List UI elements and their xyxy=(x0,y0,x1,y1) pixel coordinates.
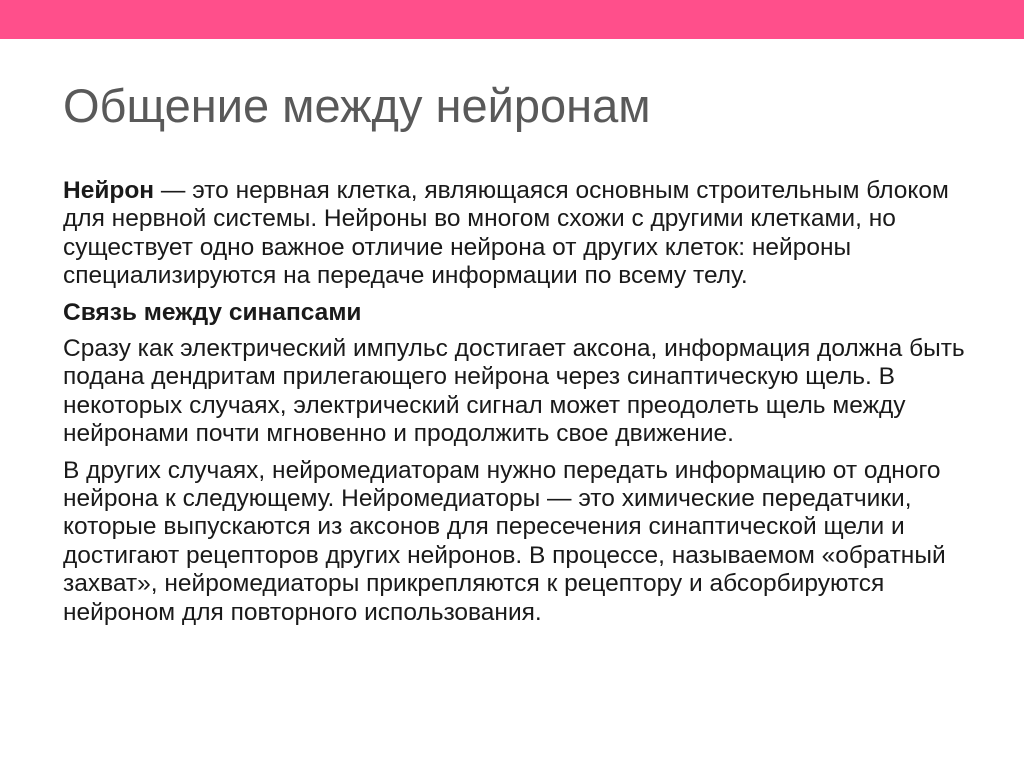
body-paragraph-2: В других случаях, нейромедиаторам нужно передать информацию от одного нейрона к следующему. Нейромедиаторы — это химические передатчики, которые выпускаются из аксонов для пересечения синаптической щели и достигают рецепторов других нейронов. В процессе, называемом «обратный захват», нейромедиаторы прикрепляются к рецептору и абсорбируются нейроном для повторного использования. xyxy=(63,456,946,626)
section-heading: Связь между синапсами xyxy=(63,298,362,326)
slide-body xyxy=(63,177,973,635)
slide-title: Общение между нейронам xyxy=(63,79,651,132)
intro-paragraph xyxy=(63,177,973,291)
intro-definition: — это нервная клетка, являющаяся основным строительным блоком для нервной системы. Нейроны во многом схожи с другими клетками, но существует одно важное отличие нейрона от других клеток: нейроны специализируются на передаче информации по всему телу. xyxy=(63,177,949,290)
intro-term: Нейрон xyxy=(63,177,155,204)
body-paragraph-1: Сразу как электрический импульс достигает аксона, информация должна быть подана дендритам прилегающего нейрона через синаптическую щель. В некоторых случаях, электрический сигнал может преодолеть щель между нейронами почти мгновенно и продолжить свое движение. xyxy=(63,335,965,448)
top-accent-bar xyxy=(0,0,1024,39)
